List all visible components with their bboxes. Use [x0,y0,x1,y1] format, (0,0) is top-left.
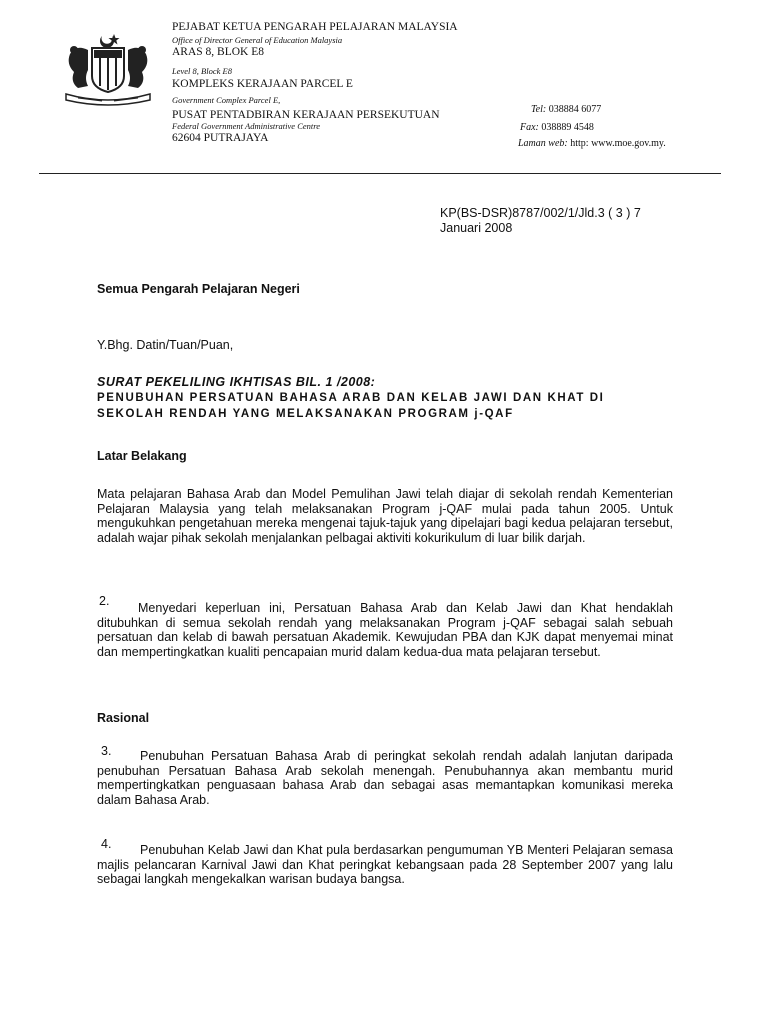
salutation: Y.Bhg. Datin/Tuan/Puan, [97,338,234,352]
centre-en: Federal Government Administrative Centre [172,121,321,131]
fax-label: Fax: [520,122,539,133]
paragraph-3: Penubuhan Persatuan Bahasa Arab di peringkat sekolah rendah adalah lanjutan daripada penubuhan Persatuan Bahasa Arab sekolah menengah. Penubuhannya akan membantu murid mempertingkatkan penguasaan bahasa Arab dan sebagai asas memantapkan komunikasi mereka dalam Bahasa Arab. [97,749,673,807]
office-name-en: Office of Director General of Education Malaysia [172,35,343,45]
paragraph-4-number: 4. [101,837,112,851]
header-divider [39,173,721,174]
fax-number: 038889 4548 [541,122,594,133]
postcode: 62604 PUTRAJAYA [172,132,269,144]
tel-label: Tel: [531,104,547,115]
centre-ms: PUSAT PENTADBIRAN KERAJAAN PERSEKUTUAN [172,109,440,121]
paragraph-1: Mata pelajaran Bahasa Arab dan Model Pemulihan Jawi telah diajar di sekolah rendah Kementerian Pelajaran Malaysia yang telah melaksanakan Program j-QAF mulai pada tahun 2005. Untuk mengukuhkan pengetahuan mereka mengenai tajuk-tajuk yang dipelajari bagi kedua pelajaran tersebut, adalah wajar pihak sekolah menjalankan pelbagai aktiviti kokurikulum di luar bilik darjah. [97,487,673,545]
section-heading-rationale: Rasional [97,711,150,725]
reference-number: KP(BS-DSR)8787/002/1/Jld.3 ( 3 ) 7 [440,206,641,220]
section-heading-background: Latar Belakang [97,449,187,463]
tel-line [531,104,601,116]
floor-en: Level 8, Block E8 [172,66,232,76]
complex-en: Government Complex Parcel E, [172,95,281,105]
coat-of-arms-icon [58,30,158,108]
floor-ms: ARAS 8, BLOK E8 [172,46,265,58]
recipient: Semua Pengarah Pelajaran Negeri [97,282,300,296]
subject-line-2: SEKOLAH RENDAH YANG MELAKSANAKAN PROGRAM j-QAF [97,408,514,420]
tel-number: 038884 6077 [548,104,602,115]
paragraph-3-number: 3. [101,744,112,758]
complex-ms: KOMPLEKS KERAJAAN PARCEL E [172,78,353,90]
paragraph-4: Penubuhan Kelab Jawi dan Khat pula berdasarkan pengumuman YB Menteri Pelajaran semasa majlis pelancaran Karnival Jawi dan Khat peringkat kebangsaan pada 28 September 2007 yang lalu sebagai langkah mengekalkan warisan budaya bangsa. [97,843,673,886]
web-line [518,138,666,150]
office-name-ms: PEJABAT KETUA PENGARAH PELAJARAN MALAYSIA [172,21,458,33]
paragraph-2: Menyedari keperluan ini, Persatuan Bahasa Arab dan Kelab Jawi dan Khat hendaklah ditubuhkan di semua sekolah rendah yang melaksanakan Program j-QAF sebagai salah sebuah persatuan dan kelab di bawah persatuan Akademik. Kewujudan PBA dan KJK dapat menyemai minat dan mempertingkatkan kualiti pencapaian murid dalam kedua-dua mata pelajaran tersebut. [97,601,673,659]
web-label: Laman web: [518,138,568,149]
circular-title: SURAT PEKELILING IKHTISAS BIL. 1 /2008: [97,375,376,389]
paragraph-2-number: 2. [99,594,110,608]
subject-line-1: PENUBUHAN PERSATUAN BAHASA ARAB DAN KELAB JAWI DAN KHAT DI [97,392,605,404]
reference-date: Januari 2008 [440,221,513,235]
fax-line [520,122,594,134]
web-url: http: www.moe.gov.my. [570,138,666,149]
